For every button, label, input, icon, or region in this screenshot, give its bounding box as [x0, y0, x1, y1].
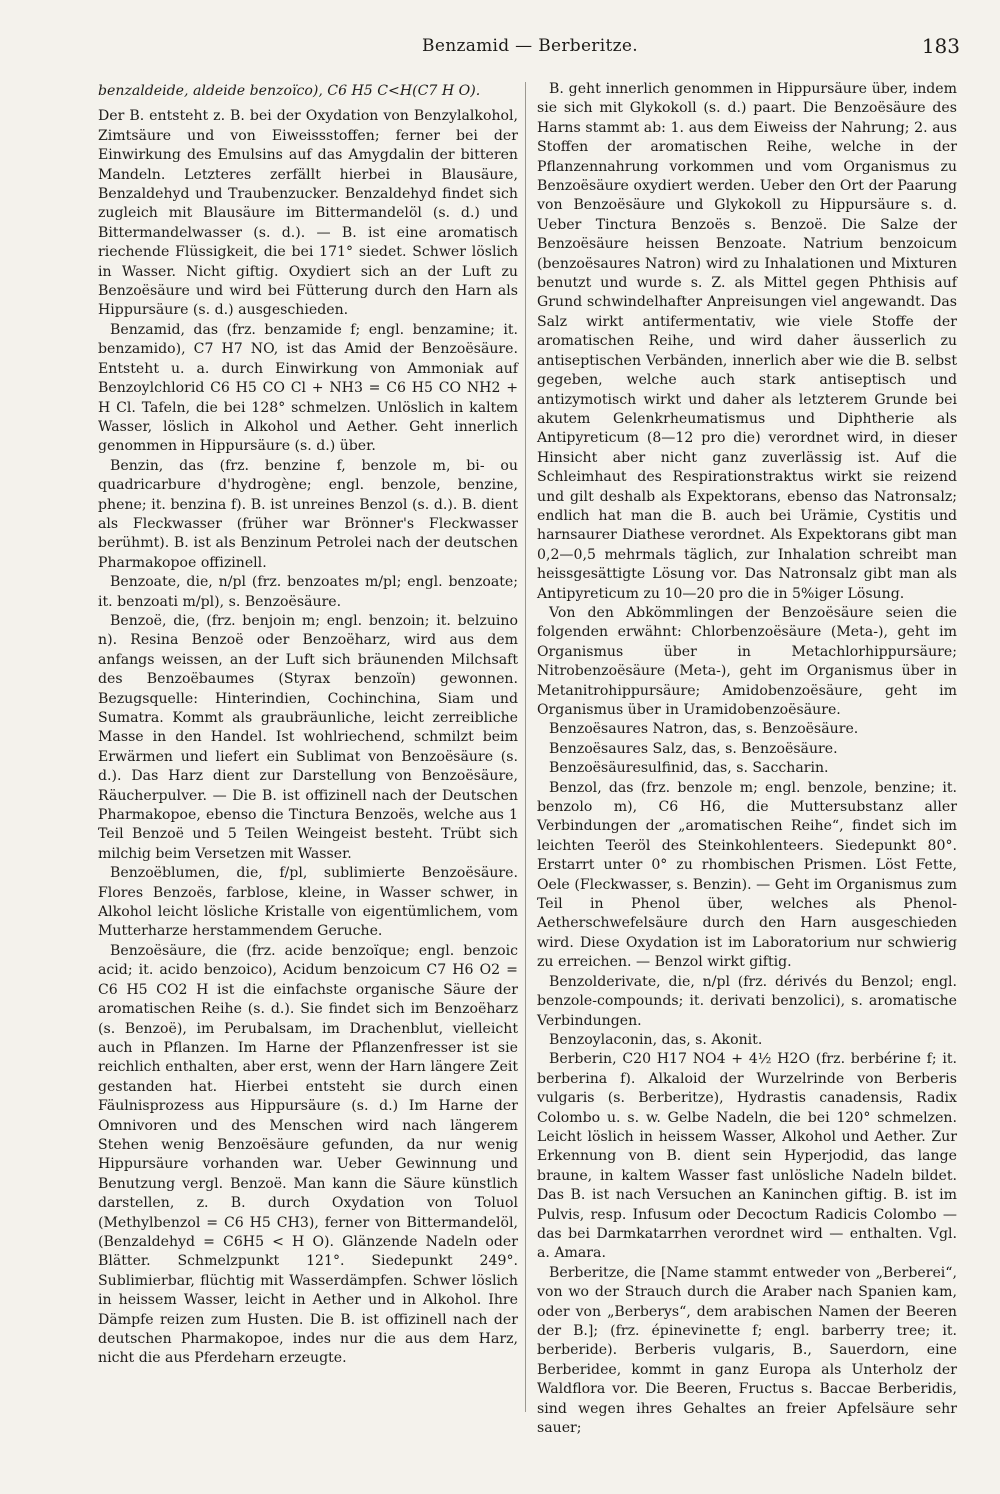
page-header	[100, 36, 960, 66]
dictionary-entry: Benzoësäure, die (frz. acide benzoïque; engl. benzoic acid; it. acido benzoico), Acidum benzoicum C7 H6 O2 = C6 H5 CO2 H ist die einfachste organische Säure der aromatischen Reihe (s. d.). Sie findet sich im Benzoëharz (s. Benzoë), im Perubalsam, im Drachenblut, vielleicht auch in Pflanzen. Im Harne der Pflanzenfresser ist sie reichlich enthalten, aber erst, wenn der Harn längere Zeit gestanden hat. Hierbei entsteht sie durch einen Fäulnisprozess aus Hippursäure (s. d.) Im Harne der Omnivoren und des Menschen wird nach längerem Stehen wenig Benzoësäure gefunden, da nur wenig Hippursäure vorhanden war. Ueber Gewinnung und Benutzung vergl. Benzoë. Man kann die Säure künstlich darstellen, z. B. durch Oxydation von Toluol (Methylbenzol = C6 H5 CH3), ferner von Bittermandelöl, (Benzaldehyd = C6H5 < H O). Glänzende Nadeln oder Blätter. Schmelzpunkt 121°. Siedepunkt 249°. Sublimierbar, flüchtig mit Wasserdämpfen. Schwer löslich in heissem Wasser, leicht in Aether und in Alkohol. Ihre Dämpfe reizen zum Husten. Die B. ist offizinell nach der deutschen Pharmakopoe, indes nur die aus dem Harz, nicht die aus Pferdeharn erzeugte.	[98, 942, 518, 1367]
running-head: Benzamid — Berberitze.	[422, 36, 638, 56]
dictionary-entry: Benzoë, die, (frz. benjoin m; engl. benzoin; it. belzuino n). Resina Benzoë oder Benzoëharz, wird aus dem anfangs weissen, an der Luft sich bräunenden Milchsaft des Benzoëbaumes (Styrax benzoïn) gewonnen. Bezugsquelle: Hinterindien, Cochinchina, Siam und Sumatra. Kommt als graubräunliche, leicht zerreibliche Masse in den Handel. Ist wohlriechend, schmilzt beim Erwärmen und liefert ein Sublimat von Benzoësäure (s. d.). Das Harz dient zur Darstellung von Benzoësäure, Räucherpulver. — Die B. ist offizinell nach der Deutschen Pharmakopoe, ebenso die Tinctura Benzoës, welche aus 1 Teil Benzoë und 5 Teilen Weingeist besteht. Trübt sich milchig beim Versetzen mit Wasser.	[98, 612, 518, 862]
formula-line: benzaldeide, aldeide benzoïco), C6 H5 C<H(C7 H O).	[98, 83, 481, 99]
left-column	[98, 80, 518, 1369]
dictionary-entry: Benzoësäuresulfinid, das, s. Saccharin.	[549, 760, 829, 777]
dictionary-entry: Von den Abkömmlingen der Benzoësäure seien die folgenden erwähnt: Chlorbenzoësäure (Meta-), geht im Organismus über in Metachlorhippursäure; Nitrobenzoësäure (Meta-), geht im Organismus über in Metanitrohippursäure; Amidobenzoësäure, geht im Organismus über in Uramidobenzoësäure.	[537, 604, 957, 718]
dictionary-entry: Benzoylaconin, das, s. Akonit.	[549, 1031, 763, 1048]
column-divider	[525, 82, 526, 1412]
dictionary-entry: Benzoësaures Salz, das, s. Benzoësäure.	[549, 740, 838, 757]
dictionary-entry: Benzoësaures Natron, das, s. Benzoësäure.	[549, 721, 859, 738]
right-column	[537, 80, 957, 1438]
dictionary-entry: Benzin, das (frz. benzine f, benzole m, bi- ou quadricarbure d'hydrogène; engl. benzole, benzine, phene; it. benzina f). B. ist unreines Benzol (s. d.). B. dient als Fleckwasser (früher war Brönner's Fleckwasser berühmt). B. ist als Benzinum Petrolei nach der deutschen Pharmakopoe offizinell.	[98, 457, 518, 571]
dictionary-entry: Benzoëblumen, die, f/pl, sublimierte Benzoësäure. Flores Benzoës, farblose, kleine, in Wasser schwer, in Alkohol leicht lösliche Kristalle von eigentümlichem, vom Mutterharze herstammendem Geruche.	[98, 865, 518, 940]
dictionary-entry: B. geht innerlich genommen in Hippursäure über, indem sie sich mit Glykokoll (s. d.) paart. Die Benzoësäure des Harns stammt ab: 1. aus dem Eiweiss der Nahrung; 2. aus Stoffen der aromatischen Reihe, welche in der Pflanzennahrung vorkommen und vom Organismus zu Benzoësäure oxydiert werden. Ueber den Ort der Paarung von Benzoësäure und Glykokoll zu Hippursäure s. d. Ueber Tinctura Benzoës s. Benzoë. Die Salze der Benzoësäure heissen Benzoate. Natrium benzoicum (benzoësaures Natron) wird zu Inhalationen und Mixturen benutzt und wurde s. Z. als Mittel gegen Phthisis auf Grund schwindelhafter Anpreisungen viel angewandt. Das Salz wirkt antifermentativ, wie viele Stoffe der aromatischen Reihe, und wird daher äusserlich zu antiseptischen Verbänden, innerlich aber wie die B. selbst gegeben, welche auch stark antiseptisch und antizymotisch wirkt und daher als letzterem Grunde bei akutem Gelenkrheumatismus und Diphtherie als Antipyreticum (8—12 pro die) verordnet wird, in dieser Hinsicht aber nicht ganz zuverlässig ist. Auf die Schleimhaut des Respirationstraktus wirkt sie reizend und gilt deshalb als Expektorans, ebenso das Natronsalz; endlich hat man die B. auch bei Urämie, Cystitis und harnsaurer Diathese verordnet. Als Expektorans gibt man 0,2—0,5 mehrmals täglich, zur Inhalation schreibt man heissgesättigte Lösung vor. Das Natronsalz gibt man als Antipyreticum zu 10—20 pro die in 5%iger Lösung.	[537, 81, 957, 602]
page-number: 183	[921, 34, 960, 58]
dictionary-entry: Benzoate, die, n/pl (frz. benzoates m/pl; engl. benzoate; it. benzoati m/pl), s. Benzoësäure.	[98, 574, 518, 610]
dictionary-entry: Der B. entsteht z. B. bei der Oxydation von Benzylalkohol, Zimtsäure und von Eiweissstoffen; ferner bei der Einwirkung des Emulsins auf das Amygdalin der bitteren Mandeln. Letzteres zerfällt hierbei in Blausäure, Benzaldehyd und Traubenzucker. Benzaldehyd findet sich zugleich mit Blausäure im Bittermandelöl (s. d.) und Bittermandelwasser (s. d.). — B. ist eine aromatisch riechende Flüssigkeit, die bei 171° siedet. Schwer löslich in Wasser. Nicht giftig. Oxydiert sich an der Luft zu Benzoësäure und wird bei Fütterung durch den Harn als Hippursäure (s. d.) ausgeschieden.	[98, 108, 518, 319]
dictionary-entry: Benzolderivate, die, n/pl (frz. dérivés du Benzol; engl. benzole-compounds; it. derivati benzolici), s. aromatische Verbindungen.	[537, 973, 957, 1029]
dictionary-entry: Berberitze, die [Name stammt entweder von „Berberei“, von wo der Strauch durch die Araber nach Spanien kam, oder von „Berberys“, dem arabischen Namen der Beeren der B.]; (frz. épinevinette f; engl. barberry tree; it. berberide). Berberis vulgaris, B., Sauerdorn, eine Berberidee, kommt in ganz Europa als Unterholz der Waldflora vor. Die Beeren, Fructus s. Baccae Berberidis, sind wegen ihres Gehaltes an freier Apfelsäure sehr sauer;	[537, 1264, 957, 1437]
dictionary-entry: Benzol, das (frz. benzole m; engl. benzole, benzine; it. benzolo m), C6 H6, die Muttersubstanz aller Verbindungen der „aromatischen Reihe“, findet sich im leichten Teeröl des Steinkohlenteers. Siedepunkt 80°. Erstarrt unter 0° zu rhombischen Prismen. Löst Fette, Oele (Fleckwasser, s. Benzin). — Geht im Organismus zum Teil in Phenol über, welches als Phenol-Aetherschwefelsäure durch den Harn ausgeschieden wird. Diese Oxydation ist im Laboratorium nur schwierig zu erreichen. — Benzol wirkt giftig.	[537, 779, 957, 971]
dictionary-entry: Benzamid, das (frz. benzamide f; engl. benzamine; it. benzamido), C7 H7 NO, ist das Amid der Benzoësäure. Entsteht u. a. durch Einwirkung von Ammoniak auf Benzoylchlorid C6 H5 CO Cl + NH3 = C6 H5 CO NH2 + H Cl. Tafeln, die bei 128° schmelzen. Unlöslich in kaltem Wasser, löslich in Alkohol und Aether. Geht innerlich genommen in Hippursäure (s. d.) über.	[98, 321, 518, 455]
dictionary-entry: Berberin, C20 H17 NO4 + 4½ H2O (frz. berbérine f; it. berberina f). Alkaloid der Wurzelrinde von Berberis vulgaris (s. Berberitze), Hydrastis canadensis, Radix Colombo u. s. w. Gelbe Nadeln, die bei 120° schmelzen. Leicht löslich in heissem Wasser, Alkohol und Aether. Zur Erkennung von B. dient sein Hyperjodid, das lange braune, in kaltem Wasser fast unlösliche Nadeln bildet. Das B. ist nach Versuchen an Kaninchen giftig. B. ist im Pulvis, resp. Infusum oder Decoctum Radicis Colombo — das bei Darmkatarrhen verordnet wird — enthalten. Vgl. a. Amara.	[537, 1051, 957, 1262]
